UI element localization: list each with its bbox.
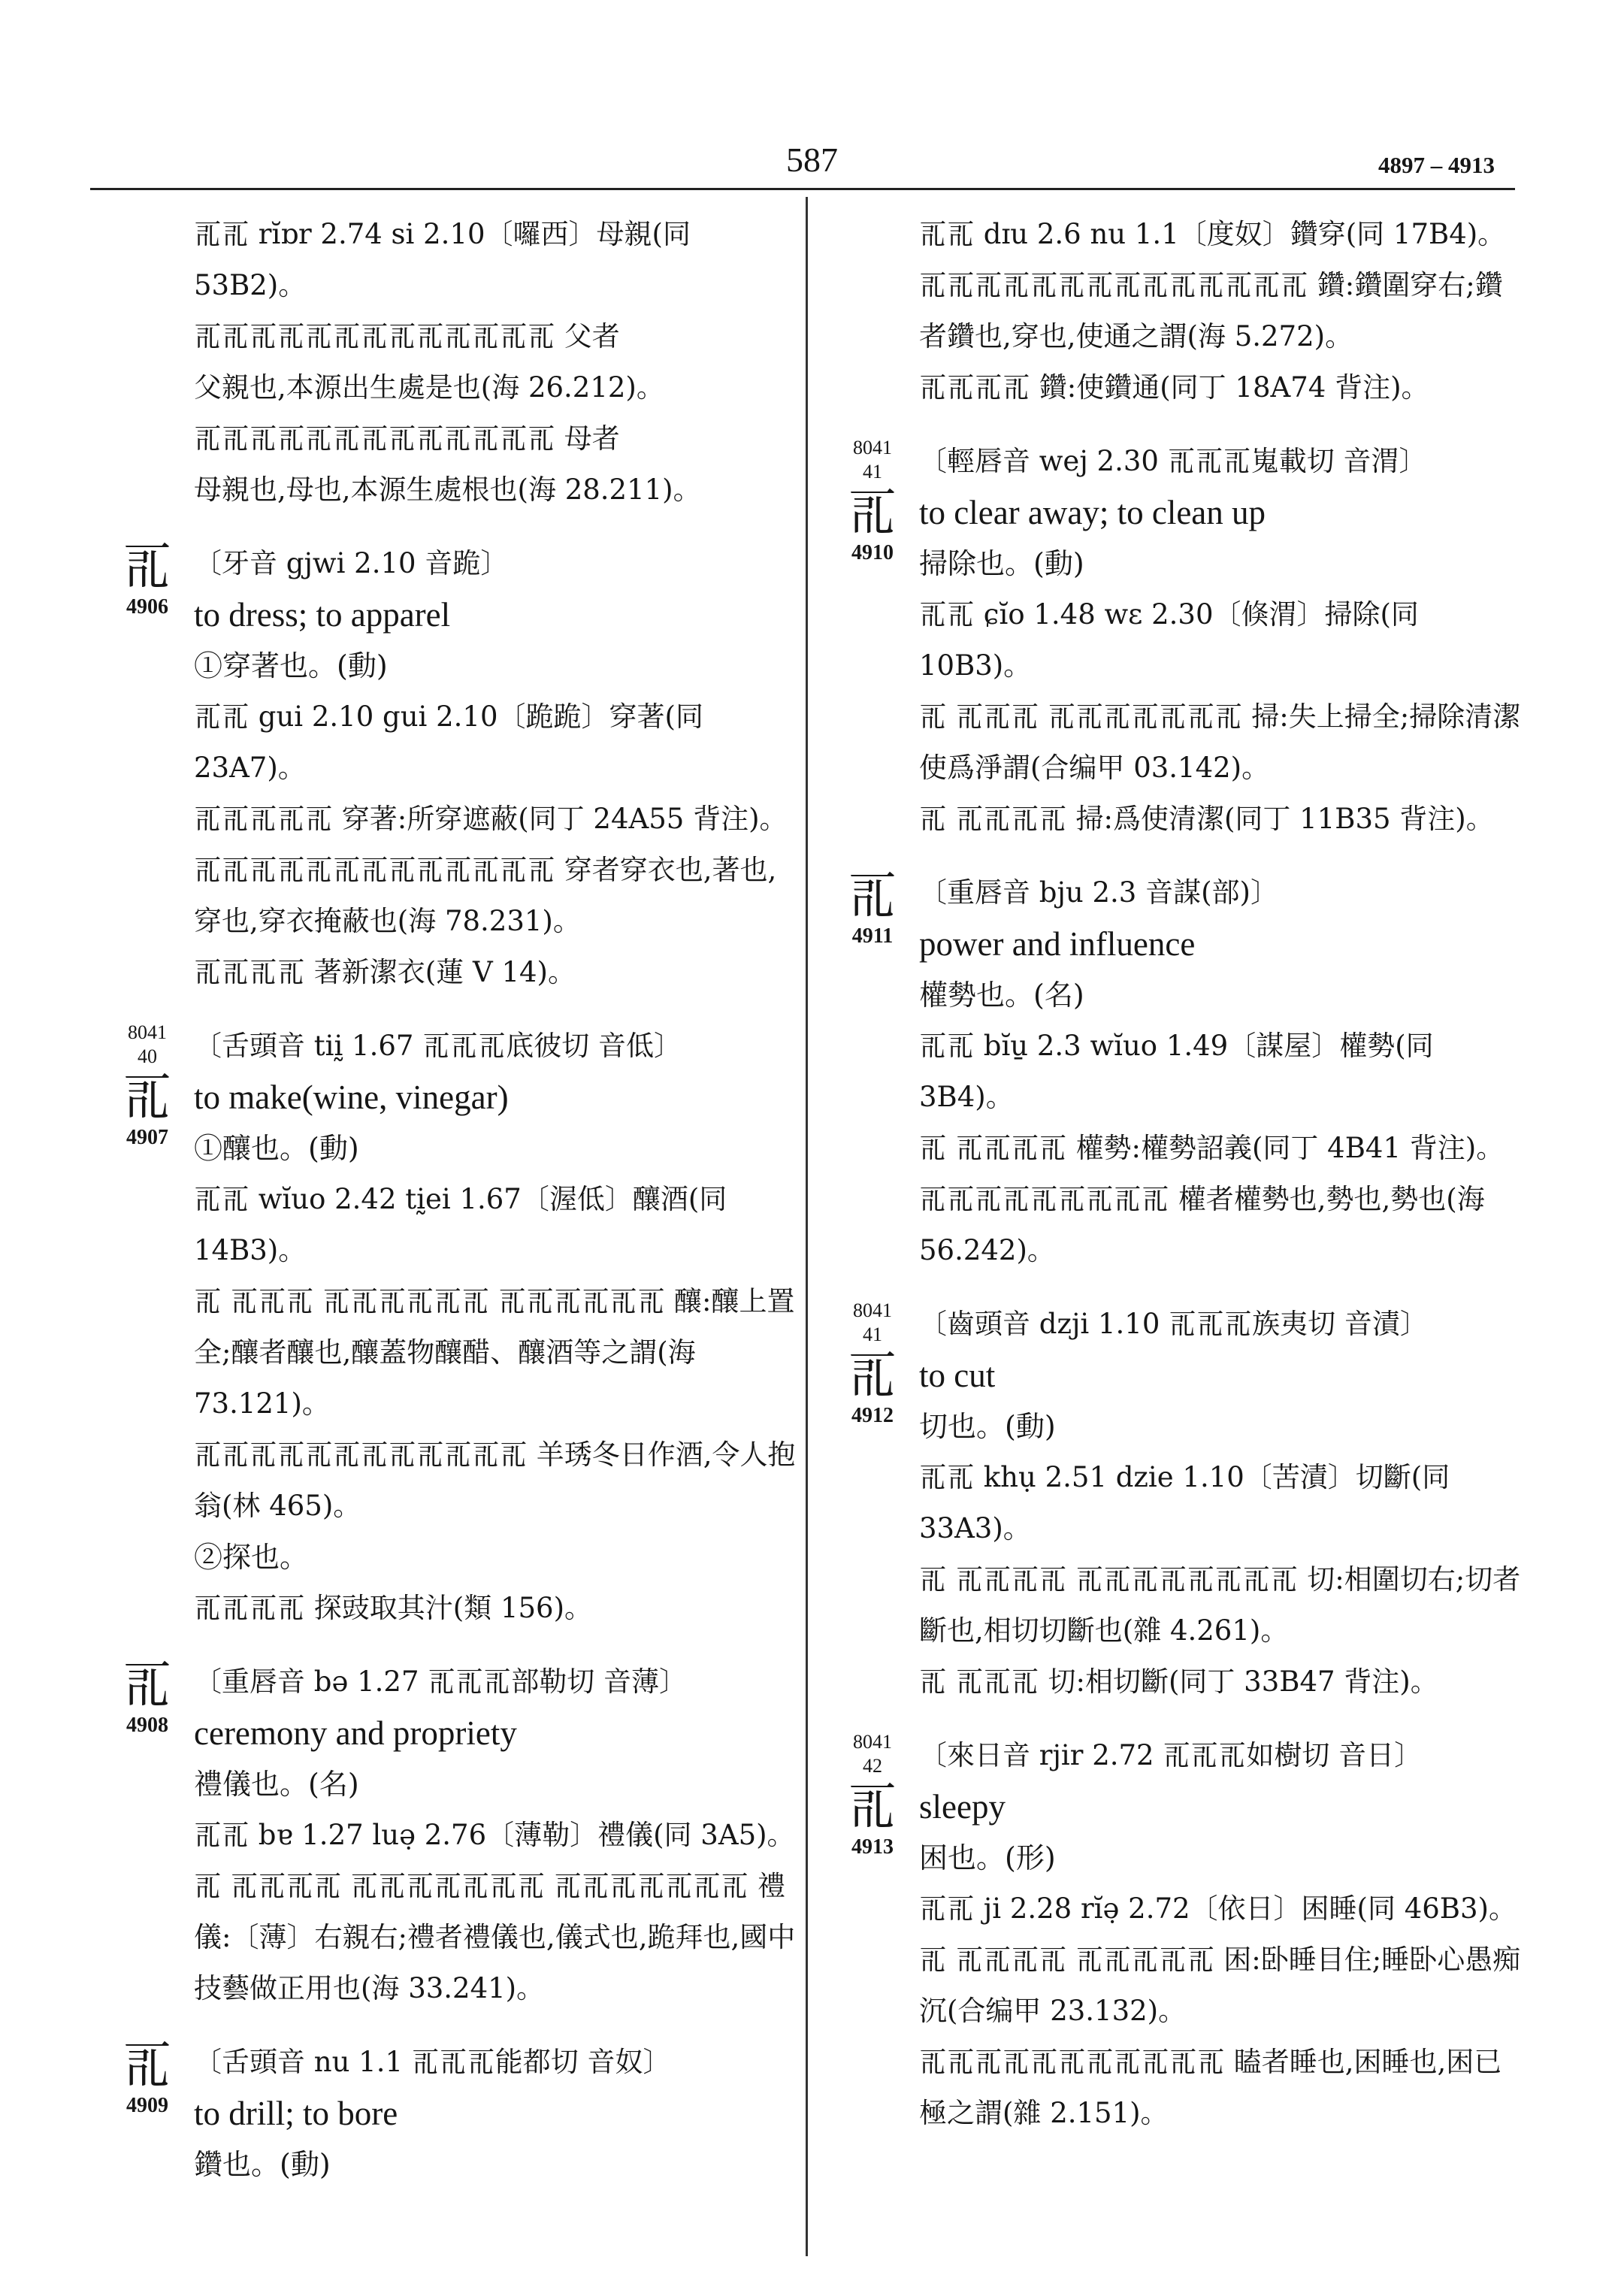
dictionary-entry — [105, 1656, 797, 2014]
english-gloss: power and influence — [919, 925, 1196, 963]
phonetic-line: 〔牙音 gjwi 2.10 音跪〕 — [194, 547, 509, 579]
dictionary-entry — [105, 1021, 797, 1634]
entry-number: 4910 — [851, 541, 894, 564]
dictionary-entry — [105, 538, 797, 998]
entry-number: 4913 — [851, 1835, 894, 1859]
example-line: 𗀀𗀀 bĭu̱ 2.3 wĭuo 1.49〔謀屋〕權勢(同 3B4)。 — [919, 1030, 1434, 1113]
category-code: 8041 — [128, 1021, 167, 1043]
headword-glyph: 𗀀 — [122, 1068, 172, 1126]
definition-line: ①穿著也。(動) — [194, 649, 388, 682]
example-line: 𗀀 𗀀𗀀𗀀𗀀 𗀀𗀀𗀀𗀀𗀀𗀀𗀀𗀀 切:相圍切右;切者斷也,相切切斷也(雜 4.261)。 — [919, 1563, 1521, 1647]
example-line: 𗀀𗀀𗀀𗀀𗀀𗀀𗀀𗀀𗀀𗀀𗀀 瞌者睡也,困睡也,困已極之謂(雜 2.151)。 — [919, 2046, 1502, 2129]
headword-glyph: 𗀀 — [848, 1346, 897, 1404]
phonetic-line: 〔輕唇音 wej 2.30 𗀀𗀀𗀀嵬載切 音渭〕 — [919, 445, 1427, 477]
headword-glyph: 𗀀 — [122, 537, 172, 595]
example-line: 𗀀𗀀 gui 2.10 gui 2.10〔跪跪〕穿著(同23A7)。 — [194, 700, 703, 784]
example-line: 𗀀 𗀀𗀀𗀀 𗀀𗀀𗀀𗀀𗀀𗀀 𗀀𗀀𗀀𗀀𗀀𗀀 釀:釀上置全;釀者釀也,釀蓋物釀醋、釀酒等之謂(海 73.121)。 — [194, 1285, 795, 1420]
headword-glyph: 𗀀 — [122, 1656, 172, 1714]
example-line: 𗀀 𗀀𗀀𗀀 𗀀𗀀𗀀𗀀𗀀𗀀𗀀 掃:失上掃全;掃除清潔使爲淨謂(合编甲 03.142)。 — [919, 700, 1521, 784]
category-subcode: 41 — [863, 1324, 882, 1345]
category-subcode: 42 — [863, 1755, 882, 1777]
continuation-block — [105, 209, 797, 516]
example-line: 𗀀 𗀀𗀀𗀀𗀀 掃:爲使清潔(同丁 11B35 背注)。 — [919, 803, 1494, 835]
example-line: 𗀀 𗀀𗀀𗀀 切:相切斷(同丁 33B47 背注)。 — [919, 1665, 1438, 1698]
entry-gutter — [830, 436, 915, 565]
example-line: 𗀀𗀀𗀀𗀀𗀀𗀀𗀀𗀀𗀀𗀀𗀀𗀀𗀀𗀀 鑽:鑽圍穿右;鑽者鑽也,穿也,使通之謂(海 5.272)。 — [919, 269, 1503, 352]
phonetic-line: 〔齒頭音 dzji 1.10 𗀀𗀀𗀀族夷切 音漬〕 — [919, 1308, 1428, 1340]
example-line: 父親也,本源出生處是也(海 26.212)。 — [194, 371, 664, 404]
example-line: 𗀀𗀀𗀀𗀀𗀀𗀀𗀀𗀀𗀀𗀀𗀀𗀀𗀀 父者 — [194, 320, 620, 352]
example-line: 𗀀 𗀀𗀀𗀀𗀀 𗀀𗀀𗀀𗀀𗀀𗀀𗀀 𗀀𗀀𗀀𗀀𗀀𗀀𗀀 禮儀:〔薄〕右親右;禮者禮儀也,儀式也,跪拜也,國中技藝做正用也(海 33.241)。 — [194, 1870, 796, 2004]
definition-line: 鑽也。(動) — [194, 2148, 331, 2181]
entry-number: 4912 — [851, 1404, 894, 1427]
example-line: 𗀀 𗀀𗀀𗀀𗀀 權勢:權勢詔義(同丁 4B41 背注)。 — [919, 1132, 1505, 1164]
page-range: 4897 – 4913 — [1378, 152, 1495, 178]
header-rule — [90, 188, 1515, 190]
example-line: 𗀀𗀀𗀀𗀀 探豉取其汁(類 156)。 — [194, 1592, 593, 1624]
entry-number: 4911 — [851, 924, 894, 948]
english-gloss: to cut — [919, 1357, 996, 1394]
example-line: 𗀀𗀀 dɪu 2.6 nu 1.1〔度奴〕鑽穿(同 17B4)。 — [919, 218, 1506, 250]
page-number: 587 — [786, 141, 838, 179]
example-line: 母親也,母也,本源生處根也(海 28.211)。 — [194, 473, 701, 506]
dictionary-entry — [830, 1299, 1522, 1708]
phonetic-line: 〔重唇音 bə 1.27 𗀀𗀀𗀀部勒切 音薄〕 — [194, 1665, 688, 1698]
english-gloss: to make(wine, vinegar) — [194, 1078, 509, 1116]
entry-gutter — [830, 1299, 915, 1428]
english-gloss: to clear away; to clean up — [919, 494, 1266, 531]
example-line: 𗀀𗀀𗀀𗀀 著新潔衣(蓮 V 14)。 — [194, 956, 576, 988]
entry-gutter — [830, 1730, 915, 1859]
left-column — [105, 209, 797, 2213]
definition-line: 掃除也。(動) — [919, 547, 1084, 580]
entry-number: 4907 — [126, 1126, 168, 1149]
example-line: 𗀀𗀀 ɕĭo 1.48 wɛ 2.30〔倏渭〕掃除(同 10B3)。 — [919, 598, 1419, 682]
example-line: 𗀀𗀀 bɐ 1.27 luə̣ 2.76〔薄勒〕禮儀(同 3A5)。 — [194, 1819, 795, 1851]
headword-glyph: 𗀀 — [848, 483, 897, 541]
example-line: 𗀀𗀀 ji 2.28 rĭə̣ 2.72〔依日〕困睡(同 46B3)。 — [919, 1892, 1517, 1925]
english-gloss: to drill; to bore — [194, 2095, 398, 2132]
definition-line: ②探也。 — [194, 1541, 309, 1574]
english-gloss: sleepy — [919, 1788, 1006, 1826]
dictionary-entry — [105, 2037, 797, 2190]
example-line: 𗀀𗀀𗀀𗀀𗀀𗀀𗀀𗀀𗀀𗀀𗀀𗀀𗀀 母者 — [194, 422, 620, 455]
definition-line: ①釀也。(動) — [194, 1132, 359, 1165]
dictionary-entry — [830, 436, 1522, 845]
entry-gutter — [105, 1656, 189, 1738]
phonetic-line: 〔舌頭音 nu 1.1 𗀀𗀀𗀀能都切 音奴〕 — [194, 2046, 671, 2078]
category-code: 8041 — [853, 437, 892, 458]
example-line: 𗀀𗀀 rĭɒr 2.74 si 2.10〔囉西〕母親(同 53B2)。 — [194, 218, 691, 301]
category-code: 8041 — [853, 1299, 892, 1321]
example-line: 𗀀𗀀𗀀𗀀𗀀𗀀𗀀𗀀𗀀 權者權勢也,勢也,勢也(海 56.242)。 — [919, 1183, 1485, 1266]
category-code: 8041 — [853, 1731, 892, 1753]
entry-gutter — [105, 1021, 189, 1150]
english-gloss: ceremony and propriety — [194, 1714, 517, 1752]
example-line: 𗀀𗀀 khụ 2.51 dzie 1.10〔苦漬〕切斷(同 33A3)。 — [919, 1461, 1450, 1544]
entry-number: 4906 — [126, 595, 168, 619]
entry-gutter — [105, 2037, 189, 2118]
entry-gutter — [105, 538, 189, 619]
definition-line: 禮儀也。(名) — [194, 1768, 359, 1801]
entry-number: 4908 — [126, 1714, 168, 1737]
example-line: 𗀀𗀀𗀀𗀀𗀀𗀀𗀀𗀀𗀀𗀀𗀀𗀀 羊琇冬日作酒,令人抱翁(林 465)。 — [194, 1438, 796, 1522]
definition-line: 切也。(動) — [919, 1410, 1056, 1443]
phonetic-line: 〔重唇音 bju 2.3 音謀(部)〕 — [919, 876, 1278, 909]
example-line: 𗀀𗀀𗀀𗀀 鑽:使鑽通(同丁 18A74 背注)。 — [919, 371, 1429, 404]
right-column — [830, 209, 1522, 2162]
category-subcode: 40 — [138, 1045, 157, 1067]
example-line: 𗀀𗀀 wĭuo 2.42 tḭei 1.67〔渥低〕釀酒(同 14B3)。 — [194, 1183, 727, 1266]
example-line: 𗀀𗀀𗀀𗀀𗀀 穿著:所穿遮蔽(同丁 24A55 背注)。 — [194, 803, 788, 835]
example-line: 𗀀 𗀀𗀀𗀀𗀀 𗀀𗀀𗀀𗀀𗀀 困:卧睡目住;睡卧心愚痴沉(合编甲 23.132)。 — [919, 1944, 1521, 2027]
continuation-block — [830, 209, 1522, 413]
dictionary-entry — [830, 867, 1522, 1276]
entry-number: 4909 — [126, 2094, 168, 2117]
definition-line: 困也。(形) — [919, 1841, 1056, 1874]
category-subcode: 41 — [863, 461, 882, 483]
phonetic-line: 〔來日音 rjir 2.72 𗀀𗀀𗀀如樹切 音日〕 — [919, 1739, 1423, 1771]
headword-glyph: 𗀀 — [122, 2036, 172, 2094]
entry-gutter — [830, 867, 915, 948]
column-divider — [806, 197, 808, 2256]
dictionary-entry — [830, 1730, 1522, 2139]
example-line: 𗀀𗀀𗀀𗀀𗀀𗀀𗀀𗀀𗀀𗀀𗀀𗀀𗀀 穿者穿衣也,著也,穿也,穿衣掩蔽也(海 78.231)。 — [194, 854, 777, 937]
phonetic-line: 〔舌頭音 tiḭ 1.67 𗀀𗀀𗀀底彼切 音低〕 — [194, 1030, 682, 1062]
definition-line: 權勢也。(名) — [919, 979, 1084, 1012]
headword-glyph: 𗀀 — [848, 867, 897, 924]
headword-glyph: 𗀀 — [848, 1777, 897, 1835]
english-gloss: to dress; to apparel — [194, 596, 451, 634]
